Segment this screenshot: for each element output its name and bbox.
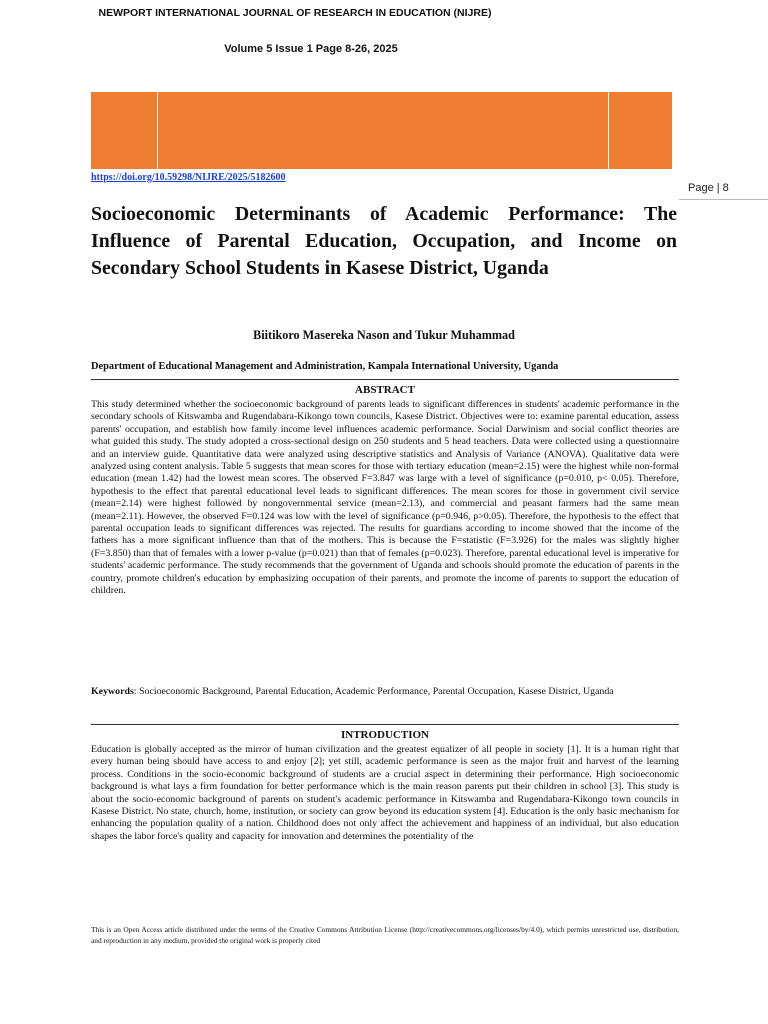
- authors: Biitikoro Masereka Nason and Tukur Muhammad: [253, 328, 515, 342]
- page-number-rule: [679, 199, 768, 200]
- introduction-heading: INTRODUCTION: [340, 729, 429, 741]
- keywords: [91, 686, 679, 698]
- license-footer: This is an Open Access article distributed under the terms of the Creative Commons Attribution License (http://creativecommons.org/licenses/by/4.0), which permits unrestricted use, distribution, and reproduction in any medium, provided the original work is properly cited: [91, 925, 679, 945]
- abstract-heading: ABSTRACT: [355, 384, 415, 396]
- banner-inner-frame: [157, 92, 609, 169]
- journal-banner: [91, 92, 672, 169]
- introduction-text: Education is globally accepted as the mirror of human civilization and the greatest equalizer of all people in society [1]. It is a human right that every human being should have access to and enjoy [2]; yet still, academic performance is seen as the major fruit and harvest of the learning process. Conditions in the socio-economic background of students are a crucial aspect in determining their performance. High socioeconomic background is what lays a firm foundation for better performance which is the main reason parents put their children in school [3]. This study is about the socio-economic background of parents on student's academic performance in Kitswamba and Rugendabara-Kikongo town councils in Kasese District. No state, church, home, institution, or society can grow beyond its education system [4]. Education is the only basic mechanism for enhancing the population quality of a nation. Childhood does not only affect the achievement and happiness of an individual, but also education shapes the labor force's quality and capacity for innovation and determines the potentiality of the: [91, 744, 679, 842]
- volume-info: Volume 5 Issue 1 Page 8-26, 2025: [224, 43, 398, 55]
- affiliation: Department of Educational Management and Administration, Kampala International University, Uganda: [91, 361, 559, 372]
- keywords-text: : Socioeconomic Background, Parental Education, Academic Performance, Parental Occupation, Kasese District, Uganda: [133, 686, 614, 697]
- divider: [91, 724, 679, 725]
- paper-title: Socioeconomic Determinants of Academic Performance: The Influence of Parental Education, Occupation, and Income on Secondary School Students in Kasese District, Uganda: [91, 203, 677, 279]
- divider: [91, 379, 679, 380]
- abstract-text: This study determined whether the socioeconomic background of parents leads to significant differences in students' academic performance in the secondary schools of Kitswamba and Rugendabara-Kikongo town councils, Kasese District. Objectives were to: examine parental education, assess parents' occupation, and establish how family income level influences academic performance. Social Darwinism and social conflict theories are what guided this study. The study adopted a cross-sectional design on 250 students and 5 head teachers. Data were collected using a questionnaire and an interview guide. Quantitative data were analyzed using descriptive statistics and Analysis of Variance (ANOVA). Qualitative data were analyzed using content analysis. Table 5 suggests that mean scores for those with tertiary education (mean=2.15) were the highest while non-formal education (mean 1.42) had the lowest mean scores. The observed F=3.847 was large with a level of significance (p=0.010, p< 0.05). Therefore, hypothesis to the effect that parental educational level leads to significant differences. The mean scores for those in government civil service (mean=2.14) were highest followed by nongovernmental service (mean=2.13), and commercial and peasant farmers had the same mean (mean=2.11). However, the observed F=0.124 was low with the level of significance (p=0.946, p>0.05). Therefore, the hypothesis to the effect that parental occupation leads to significant differences was rejected. The results for guardians according to income showed that the income of the fathers has a more significant influence than that of the mothers. This is because the F=statistic (F=3.926) for the males was slightly higher (F=3.850) than that of females with a lower p-value (p=0.021) than that of females (p=0.023). Therefore, parental educational level is imperative for students' academic performance. The study recommends that the government of Uganda and schools should promote the education of parents in the country, promote children's education by emphasizing occupation of their parents, and promote the income of parents to support the education of children.: [91, 399, 679, 597]
- journal-name: NEWPORT INTERNATIONAL JOURNAL OF RESEARCH IN EDUCATION (NIJRE): [98, 7, 492, 19]
- doi-link[interactable]: https://doi.org/10.59298/NIJRE/2025/5182600: [91, 172, 286, 183]
- page-number: Page | 8: [688, 182, 729, 194]
- keywords-label: Keywords: [91, 686, 134, 697]
